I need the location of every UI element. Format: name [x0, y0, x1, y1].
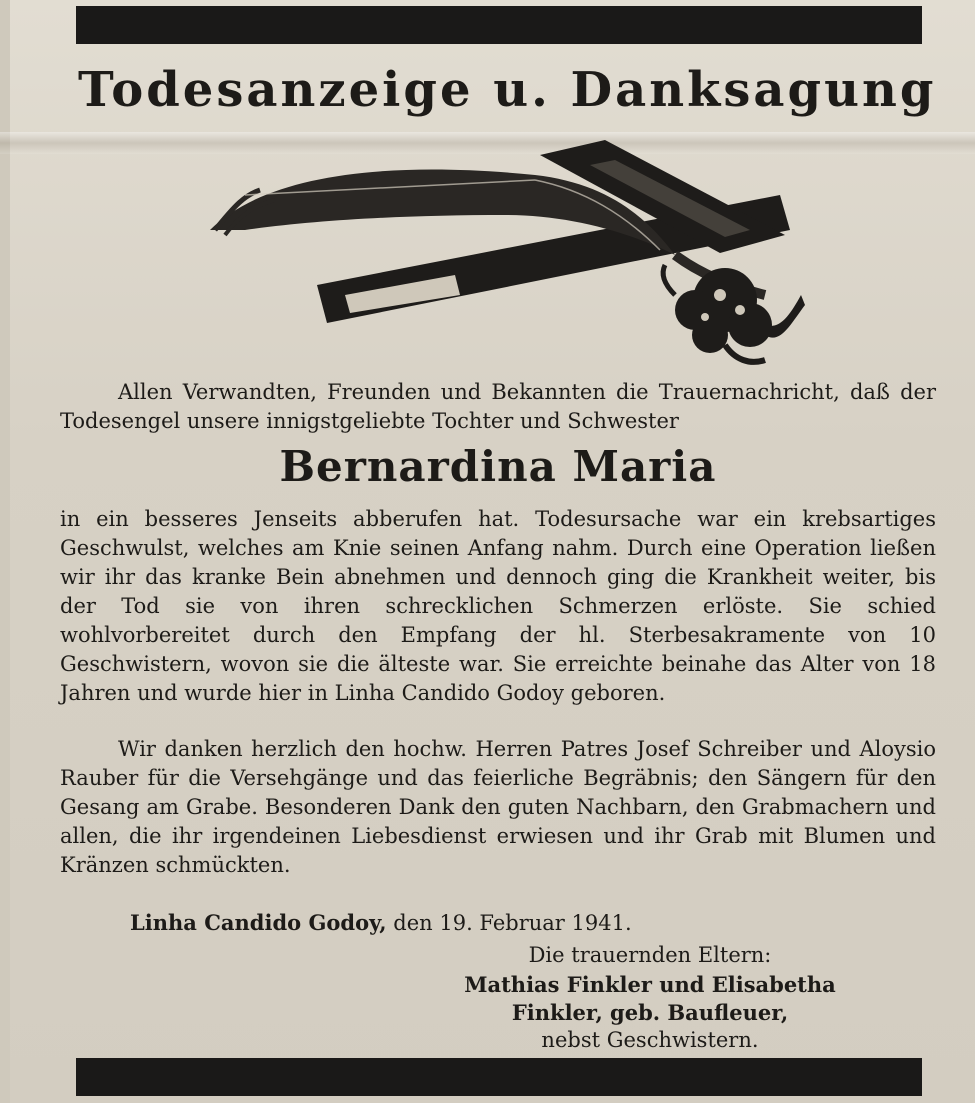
place-date-line: [130, 908, 830, 938]
thanks-paragraph: Wir danken herzlich den hochw. Herren Patres Josef Schreiber und Aloysio Rauber für die Versehgänge und das feierliche Begräbnis; den Sängern für den Gesang am Grabe. Besonderen Dank den guten Nachbarn, den Grabmachern und allen, die ihr irgendeinen Liebesdienst erwiesen und ihr Grab mit Blumen und Kränzen schmückten.: [60, 737, 936, 877]
notice-heading: Todesanzeige u. Danksagung: [78, 62, 937, 118]
intro-paragraph: Allen Verwandten, Freunden und Bekannten die Trauernachricht, daß der Todesengel unsere innigstgeliebte Tochter und Schwester: [60, 380, 936, 433]
date: den 19. Februar 1941.: [393, 911, 632, 935]
signature-line-2: Mathias Finkler und Elisabetha: [464, 972, 836, 997]
adjacent-column-edge: [0, 0, 10, 1103]
deceased-name: Bernardina Maria: [279, 442, 717, 491]
signature-line-3: Finkler, geb. Baufleuer,: [511, 1000, 789, 1025]
main-paragraph: in ein besseres Jenseits abberufen hat. Todesursache war ein krebsartiges Geschwulst, welches am Knie seinen Anfang nahm. Durch eine Operation ließen wir ihr das kranke Bein abnehmen und dennoch ging die Krankheit weiter, bis der Tod sie von ihren schrecklichen Schmerzen erlöste. Sie schied wohlvorbereitet durch den Empfang der hl. Sterbesakramente von 10 Geschwistern, wovon sie die älteste war. Sie erreichte beinahe das Alter von 18 Jahren und wurde hier in Linha Candido Godoy geboren.: [60, 507, 936, 705]
flower-bouquet-icon: [663, 265, 805, 362]
place: Linha Candido Godoy,: [130, 910, 387, 935]
bottom-black-rule: [76, 1058, 922, 1096]
cross-palm-icon: [205, 135, 815, 375]
signature-line-4: nebst Geschwistern.: [541, 1028, 759, 1052]
signature-line-1: Die trauernden Eltern:: [528, 943, 772, 967]
top-black-rule: [76, 6, 922, 44]
